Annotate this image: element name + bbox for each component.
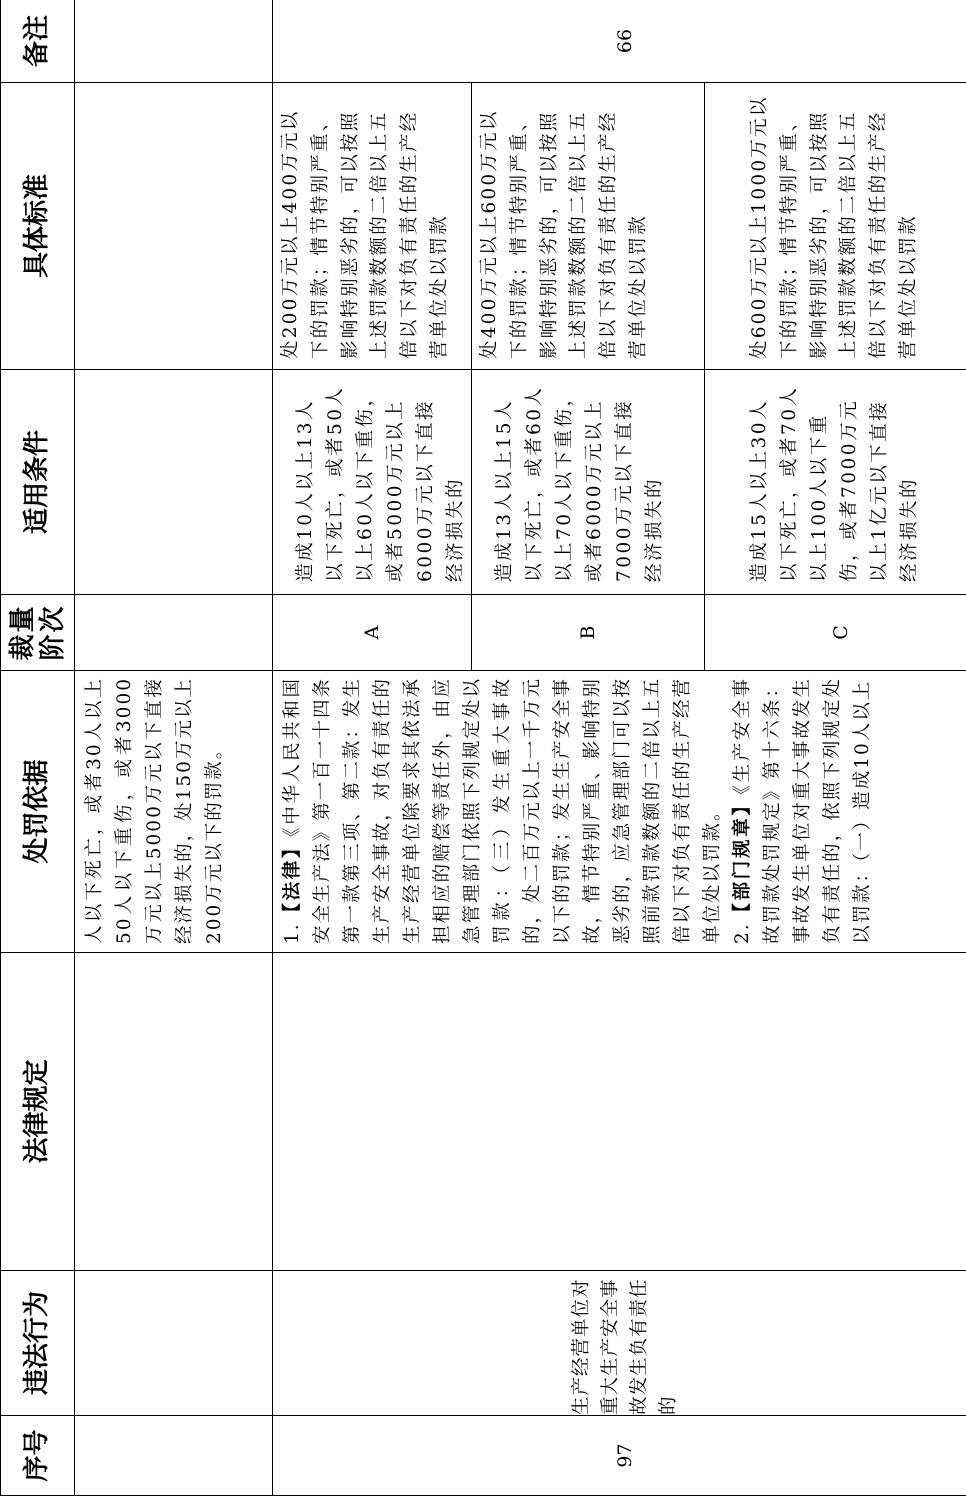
header-note: 备注 (1, 0, 75, 83)
header-act: 违法行为 (1, 1271, 75, 1416)
std-a-cell: 处200万元以上400万元以下的罚款；情节特别严重、影响特别恶劣的，可以按照上述罚款数额的二倍以上五倍以下对负有责任的生产经营单位处以罚款 (273, 83, 472, 370)
tier-b-cell: B (472, 595, 705, 671)
basis-2-text: 《生产安全事故罚款处罚规定》第十六条：事故发生单位对重大事故发生负有责任的，依照下列规定处以罚款：（一）造成10人以上 (732, 677, 873, 944)
header-basis: 处罚依据 (1, 671, 75, 953)
table-row-prev-spill (75, 0, 273, 1496)
seq-cell: 97 (273, 1416, 966, 1496)
prev-law-cell (75, 953, 273, 1271)
std-b-cell: 处400万元以上600万元以下的罚款；情节特别严重、影响特别恶劣的，可以按照上述罚款数额的二倍以上五倍以下对负有责任的生产经营单位处以罚款 (472, 83, 705, 370)
basis-cell (273, 671, 966, 953)
prev-tier-cell (75, 595, 273, 671)
header-tier-label: 裁量阶次 (7, 604, 68, 661)
table-row-tier-a (273, 0, 472, 1496)
basis-2-tag: 【部门规章】 (732, 794, 753, 923)
basis-prev-text: 人以下死亡，或者30人以上50人以下重伤，或者3000万元以上5000万元以下直接经济损失的，处150万元以上200万元以下的罚款。 (84, 677, 225, 944)
prev-basis-cell (75, 671, 273, 953)
header-cond: 适用条件 (1, 370, 75, 595)
header-law: 法律规定 (1, 953, 75, 1271)
basis-2-number: 2. (732, 922, 753, 944)
header-row (1, 0, 75, 1496)
prev-std-cell (75, 83, 273, 370)
cond-b-cell: 造成13人以上15人以下死亡，或者60人以上70人以下重伤，或者6000万元以上7000万元以下直接经济损失的 (472, 370, 705, 595)
prev-note-cell (75, 0, 273, 83)
basis-1-number: 1. (282, 922, 303, 944)
prev-act-cell (75, 1271, 273, 1416)
act-cell (273, 1271, 966, 1416)
header-tier (1, 595, 75, 671)
header-std: 具体标准 (1, 83, 75, 370)
std-c-cell: 处600万元以上1000万元以下的罚款；情节特别严重、影响特别恶劣的，可以按照上述罚款数额的二倍以上五倍以下对负有责任的生产经营单位处以罚款 (705, 83, 966, 370)
act-text: 生产经营单位对重大生产安全事故发生负有责任的 (571, 1278, 679, 1415)
header-seq: 序号 (1, 1416, 75, 1496)
basis-1-text: 《中华人民共和国安全生产法》第一百一十四条第一款第三项、第二款：发生生产安全事故，对负有责任的生产经营单位除要求其依法承担相应的赔偿等责任外，由应急管理部门依照下列规定处以罚款：（三）发生重大事故的，处二百万元以上一千万元以下的罚款；发生生产安全事故，情节特别严重、影响特别恶劣的，应急管理部门可以按照前款罚款数额的二倍以上五倍以下对负有责任的生产经营单位处以罚款。 (282, 677, 723, 944)
tier-a-cell: A (273, 595, 472, 671)
note-cell: 66 (273, 0, 966, 83)
cond-a-cell: 造成10人以上13人以下死亡，或者50人以上60人以下重伤，或者5000万元以上6000万元以下直接经济损失的 (273, 370, 472, 595)
tier-c-cell: C (705, 595, 966, 671)
prev-cond-cell (75, 370, 273, 595)
law-cell (273, 953, 966, 1271)
prev-seq-cell (75, 1416, 273, 1496)
basis-1-tag: 【法律】 (282, 836, 303, 923)
cond-c-cell: 造成15人以上30人以下死亡，或者70人以上100人以下重伤，或者7000万元以上1亿元以下直接经济损失的 (705, 370, 966, 595)
